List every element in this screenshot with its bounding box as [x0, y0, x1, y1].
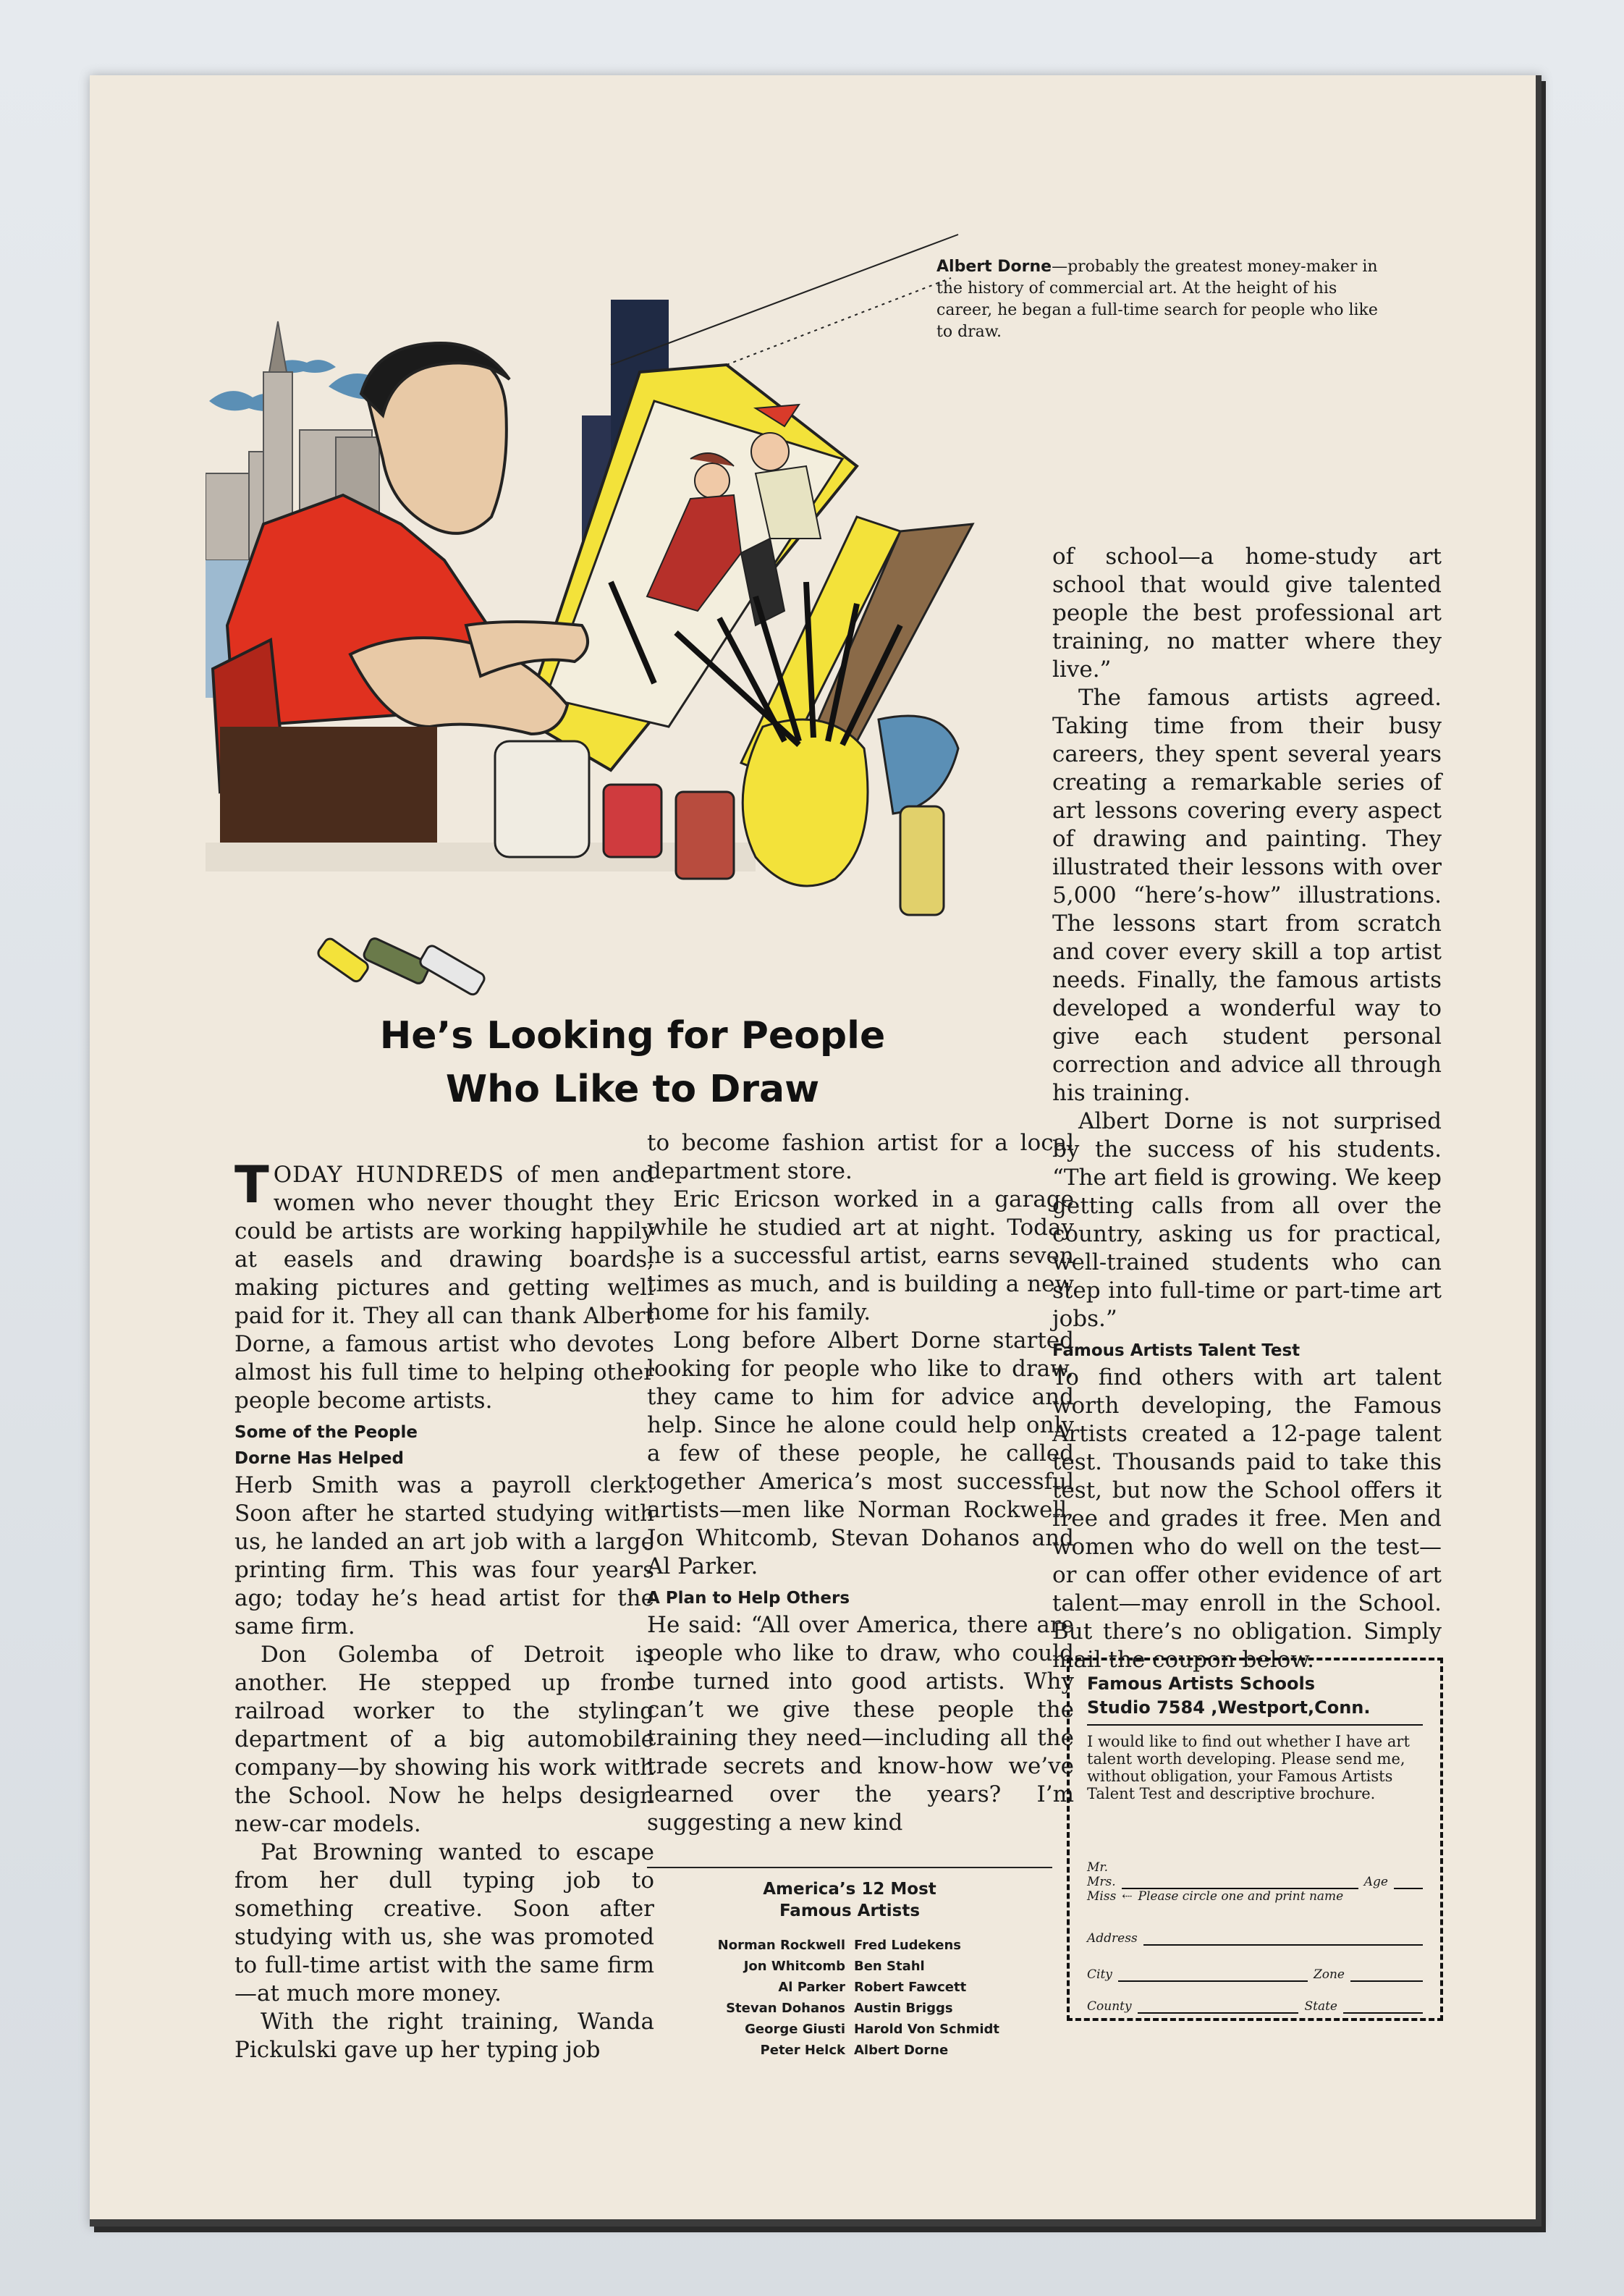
caption-name: Albert Dorne: [936, 258, 1052, 276]
paragraph: Herb Smith was a payroll clerk. Soon after he started studying with us, he landed an art job with a large printing firm. This was four years ago; today he’s head artist for the same firm.: [234, 1472, 654, 1639]
subheading: A Plan to Help Others: [647, 1589, 850, 1608]
subheading: Famous Artists Talent Test: [1052, 1341, 1301, 1360]
headline-line-2: Who Like to Draw: [445, 1068, 820, 1111]
paint-jars: [495, 716, 958, 915]
age-label: Age: [1363, 1875, 1388, 1889]
county-label: County: [1087, 1999, 1132, 2014]
artist-name: Ben Stahl: [854, 1959, 925, 1974]
illustration-caption: [936, 256, 1378, 343]
state-label: State: [1304, 1999, 1337, 2014]
paragraph: [234, 1155, 654, 1415]
paragraph-text: of men and women who never thought they could be artists are working happily at easels and drawing boards, making pictures and getting well paid for it. They all can thank Albert Dorne, a famous artist who devotes almost his full time to helping other people become artists.: [234, 1162, 654, 1414]
coupon-body: I would like to find out whether I have art talent worth developing. Please send me, without obligation, your Famous Artists Talent Test and descriptive brochure.: [1087, 1733, 1410, 1802]
zone-blank[interactable]: [1350, 1969, 1423, 1982]
paragraph: With the right training, Wanda Pickulski gave up her typing job: [234, 2009, 654, 2063]
county-state-field[interactable]: [1087, 1999, 1423, 2014]
subheading-line-2: Dorne Has Helped: [234, 1449, 404, 1468]
coupon-studio: Studio 7584 ,Westport,Conn.: [1087, 1695, 1423, 1726]
headline-line-1: He’s Looking for People: [379, 1014, 886, 1058]
article-column-3: [1052, 543, 1442, 1674]
salutation-mr[interactable]: Mr.: [1087, 1860, 1109, 1875]
famous-artists-list: [647, 1867, 1052, 2061]
city-zone-field[interactable]: [1087, 1967, 1423, 1982]
state-blank[interactable]: [1343, 2001, 1423, 2014]
artist-name: Al Parker: [778, 1980, 845, 1995]
artist-name: Harold Von Schmidt: [854, 2022, 1000, 2037]
drop-cap: T: [234, 1155, 269, 1215]
paragraph: The famous artists agreed. Taking time from their busy careers, they spent several years creating a remarkable series of art lessons covering every aspect of drawing and painting. They illustrated their lessons with over 5,000 “here’s-how” illustrations. The lessons start from scratch and cover every skill a top artist needs. Finally, the famous artists developed a wonderful way to give each student personal correction and advice all through his training.: [1052, 685, 1442, 1106]
lead-in: ODAY HUNDREDS: [273, 1162, 504, 1188]
artist-names: [647, 1935, 1052, 2061]
paragraph: Eric Ericson worked in a garage while he studied art at night. Today he is a successful artist, earns seven times as much, and is building a new home for his family.: [647, 1186, 1074, 1325]
coupon-title: Famous Artists Schools: [1087, 1674, 1315, 1694]
artist-name: Norman Rockwell: [717, 1938, 845, 1953]
list-title: [647, 1878, 1052, 1922]
article-column-2: [647, 1129, 1074, 1837]
county-blank[interactable]: [1138, 2001, 1299, 2014]
paragraph: of school—a home-study art school that would give talented people the best professional art training, no matter where they live.”: [1052, 544, 1442, 683]
address-blank[interactable]: [1143, 1933, 1423, 1946]
magazine-page: [90, 75, 1541, 2227]
paragraph: To find others with art talent worth developing, the Famous Artists created a 12-page talent test. Thousands paid to take this test, but now the School offers it free and grades it free. Men and women who do well on the test—or can offer other evidence of art talent—may enroll in the School. But there’s no obligation. Simply mail the coupon below.: [1052, 1364, 1442, 1673]
address-field[interactable]: [1087, 1931, 1423, 1946]
paragraph: Long before Albert Dorne started looking for people who like to draw, they came to him for advice and help. Since he alone could help only a few of these people, he called together America’s most successful artists—men like Norman Rockwell, Jon Whitcomb, Stevan Dohanos and Al Parker.: [647, 1328, 1074, 1579]
address-label: Address: [1087, 1931, 1138, 1946]
artist-name: George Giusti: [745, 2022, 845, 2037]
artist-name: Austin Briggs: [854, 2001, 953, 2016]
subheading: [234, 1419, 654, 1472]
artist-name: Albert Dorne: [854, 2043, 949, 2058]
mail-in-coupon[interactable]: [1067, 1658, 1443, 2021]
arrow-icon: ⇠: [1122, 1889, 1133, 1904]
artist-name: Robert Fawcett: [854, 1980, 967, 1995]
zone-label: Zone: [1313, 1967, 1345, 1982]
salutation-miss[interactable]: Miss: [1087, 1889, 1117, 1904]
age-blank[interactable]: [1394, 1876, 1423, 1889]
city-blank[interactable]: [1118, 1969, 1308, 1982]
subheading-line-1: Some of the People: [234, 1423, 418, 1442]
salutation-mrs[interactable]: Mrs.: [1087, 1875, 1116, 1889]
paragraph: Don Golemba of Detroit is another. He stepped up from railroad worker to the styling department of a big automobile company—by showing his work with the School. Now he helps design new-car models.: [234, 1642, 654, 1837]
caption-text: —probably the greatest money-maker in the history of commercial art. At the height of his career, he began a full-time search for people who like to draw.: [936, 258, 1378, 341]
headline: [271, 1009, 994, 1116]
paragraph: Albert Dorne is not surprised by the success of his students. “The art field is growing. We keep getting calls from all over the country, asking us for practical, well-trained students who can step into full-time or part-time art jobs.”: [1052, 1108, 1442, 1332]
list-title-line-1: America’s 12 Most: [763, 1880, 936, 1899]
name-instructions: Please circle one and print name: [1138, 1889, 1344, 1904]
artist-name: Peter Helck: [760, 2043, 845, 2058]
paragraph: He said: “All over America, there are people who like to draw, who could be turned into good artists. Why can’t we give these people the training they need—including all the trade secrets and know-how we’ve learned over the years? I’m suggesting a new kind: [647, 1612, 1074, 1836]
list-title-line-2: Famous Artists: [779, 1902, 921, 1920]
name-field[interactable]: [1087, 1860, 1423, 1904]
artist-name: Stevan Dohanos: [726, 2001, 845, 2016]
article-column-1: [234, 1155, 654, 2064]
city-label: City: [1087, 1967, 1112, 1982]
paragraph: Pat Browning wanted to escape from her dull typing job to something creative. Soon after studying with us, she was promoted to full-time artist with the same firm—at much more money.: [234, 1839, 654, 2006]
paragraph: to become fashion artist for a local department store.: [647, 1130, 1074, 1184]
name-blank[interactable]: [1122, 1876, 1358, 1889]
artist-name: Fred Ludekens: [854, 1938, 961, 1953]
artist-name: Jon Whitcomb: [743, 1959, 845, 1974]
paint-tubes: [316, 937, 486, 997]
